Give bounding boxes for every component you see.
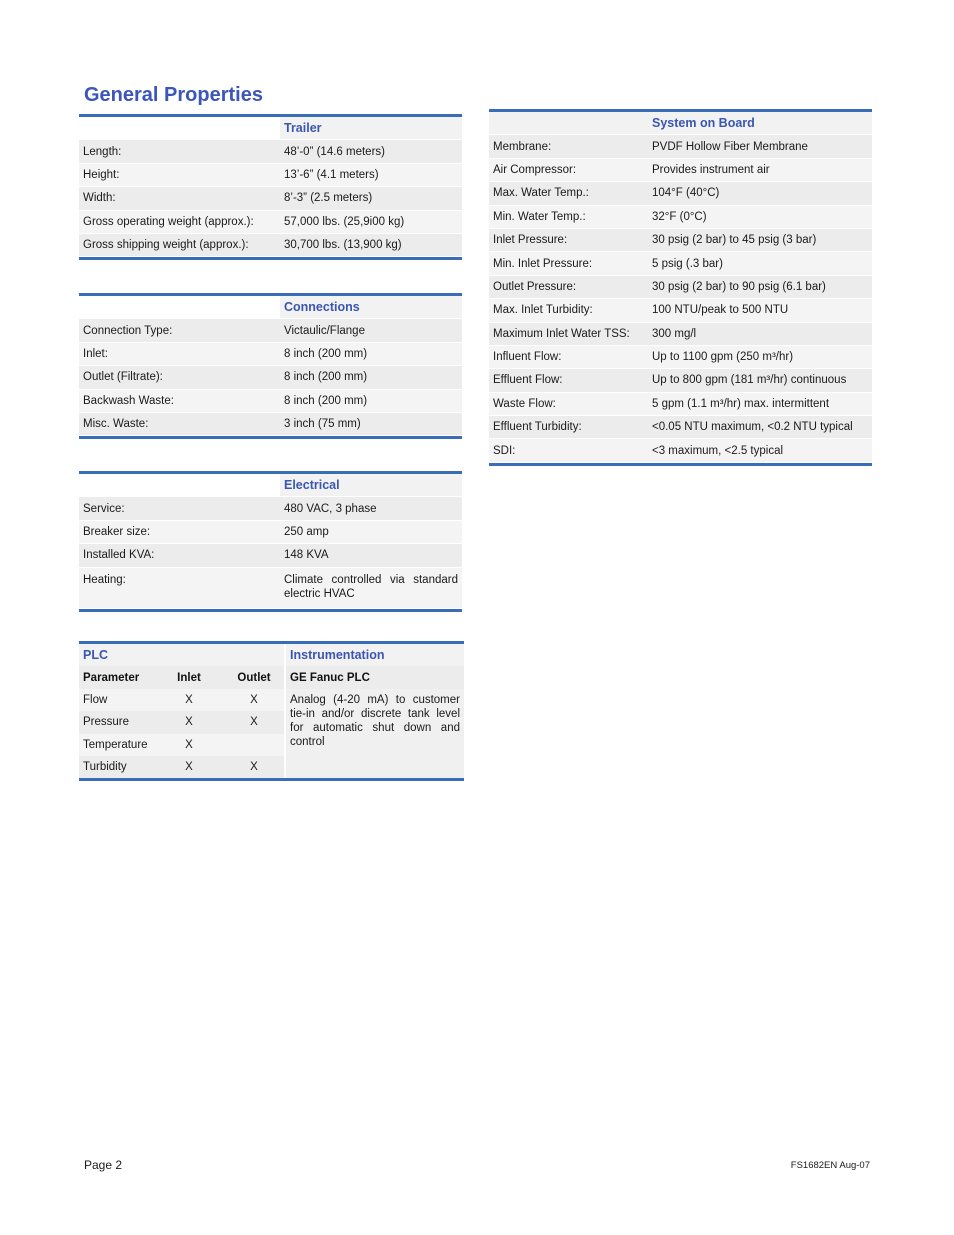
row-label: Effluent Turbidity: [489,416,648,439]
table-row [79,187,462,210]
row-label: Length: [79,140,280,163]
instrumentation-subheader: GE Fanuc PLC [285,666,464,688]
param-name: Flow [79,689,154,711]
table-row [489,276,872,299]
document-code: FS1682EN Aug-07 [790,1160,870,1171]
page-title: General Properties [84,84,263,106]
table-row [489,346,872,369]
outlet-mark: X [224,689,285,711]
inlet-mark: X [154,689,224,711]
table-row [79,211,462,234]
table-row [79,521,462,544]
table-row [79,497,462,520]
row-value: 148 KVA [280,544,462,567]
inlet-mark: X [154,734,224,756]
row-value: 3 inch (75 mm) [280,413,462,436]
electrical-header: Electrical [280,474,462,497]
row-label: Width: [79,187,280,210]
system-on-board-header: System on Board [648,112,872,135]
row-value: 30 psig (2 bar) to 90 psig (6.1 bar) [648,276,872,299]
row-label: Outlet Pressure: [489,276,648,299]
outlet-mark: X [224,711,285,733]
table-row [79,366,462,389]
row-value: 8 inch (200 mm) [280,366,462,389]
row-label: Height: [79,164,280,187]
table-row [489,252,872,275]
row-value: PVDF Hollow Fiber Membrane [648,135,872,158]
param-name: Temperature [79,734,154,756]
plc-header: PLC [79,643,285,667]
table-row [489,159,872,182]
col-outlet: Outlet [224,666,285,688]
row-value: Up to 1100 gpm (250 m³/hr) [648,346,872,369]
table-row [489,182,872,205]
row-label: Influent Flow: [489,346,648,369]
row-value: 480 VAC, 3 phase [280,497,462,520]
table-row [489,135,872,158]
row-value: 250 amp [280,521,462,544]
row-value: 32°F (0°C) [648,206,872,229]
row-value: 300 mg/l [648,323,872,346]
inlet-mark: X [154,711,224,733]
row-value: 8 inch (200 mm) [280,343,462,366]
row-value: 57,000 lbs. (25,9i00 kg) [280,211,462,234]
table-row [79,413,462,436]
col-inlet: Inlet [154,666,224,688]
row-label: Membrane: [489,135,648,158]
row-value: <0.05 NTU maximum, <0.2 NTU typical [648,416,872,439]
row-label: Installed KVA: [79,544,280,567]
table-row [489,393,872,416]
instrumentation-text: Analog (4-20 mA) to customer tie-in and/or discrete tank level for automatic shut down and control [285,689,464,780]
table-row [489,229,872,252]
row-label: Backwash Waste: [79,390,280,413]
table-row [489,206,872,229]
outlet-mark [224,734,285,756]
row-value: 30 psig (2 bar) to 45 psig (3 bar) [648,229,872,252]
row-label: Inlet: [79,343,280,366]
row-label: Misc. Waste: [79,413,280,436]
row-value: <3 maximum, <2.5 typical [648,439,872,462]
table-row [489,299,872,322]
param-name: Turbidity [79,756,154,780]
table-row [79,319,462,342]
row-value: 30,700 lbs. (13,900 kg) [280,234,462,257]
plc-instrumentation-table [79,641,464,781]
row-label: Maximum Inlet Water TSS: [489,323,648,346]
row-label: Heating: [79,568,280,609]
row-value: 104°F (40°C) [648,182,872,205]
page-number: Page 2 [84,1158,123,1172]
row-value: Up to 800 gpm (181 m³/hr) continuous [648,369,872,392]
table-row [489,323,872,346]
row-label: Outlet (Filtrate): [79,366,280,389]
table-row [79,140,462,163]
row-label: Inlet Pressure: [489,229,648,252]
row-value: 8’-3” (2.5 meters) [280,187,462,210]
param-name: Pressure [79,711,154,733]
row-label: Min. Inlet Pressure: [489,252,648,275]
table-row [79,343,462,366]
row-value: Climate controlled via standard electric HVAC [280,568,462,609]
row-label: Gross operating weight (approx.): [79,211,280,234]
row-label: Gross shipping weight (approx.): [79,234,280,257]
trailer-header: Trailer [280,117,462,140]
table-row [79,689,464,711]
row-label: Max. Water Temp.: [489,182,648,205]
outlet-mark: X [224,756,285,780]
table-row [489,416,872,439]
row-value: 8 inch (200 mm) [280,390,462,413]
electrical-table [79,471,462,612]
row-label: Connection Type: [79,319,280,342]
table-row [489,369,872,392]
table-row [79,390,462,413]
row-label: Waste Flow: [489,393,648,416]
instrumentation-header: Instrumentation [285,643,464,667]
connections-table [79,293,462,439]
row-label: Max. Inlet Turbidity: [489,299,648,322]
row-label: Service: [79,497,280,520]
table-row [79,568,462,609]
system-on-board-table [489,109,872,466]
row-label: SDI: [489,439,648,462]
col-parameter: Parameter [79,666,154,688]
row-value: Victaulic/Flange [280,319,462,342]
table-row [79,164,462,187]
row-value: 5 psig (.3 bar) [648,252,872,275]
table-row [489,439,872,462]
row-value: Provides instrument air [648,159,872,182]
row-label: Air Compressor: [489,159,648,182]
row-value: 13’-6” (4.1 meters) [280,164,462,187]
row-label: Effluent Flow: [489,369,648,392]
row-value: 5 gpm (1.1 m³/hr) max. intermittent [648,393,872,416]
connections-header: Connections [280,296,462,319]
row-label: Min. Water Temp.: [489,206,648,229]
table-row [79,544,462,567]
table-row [79,234,462,257]
row-value: 48’-0” (14.6 meters) [280,140,462,163]
row-label: Breaker size: [79,521,280,544]
trailer-table [79,114,462,260]
inlet-mark: X [154,756,224,780]
row-value: 100 NTU/peak to 500 NTU [648,299,872,322]
